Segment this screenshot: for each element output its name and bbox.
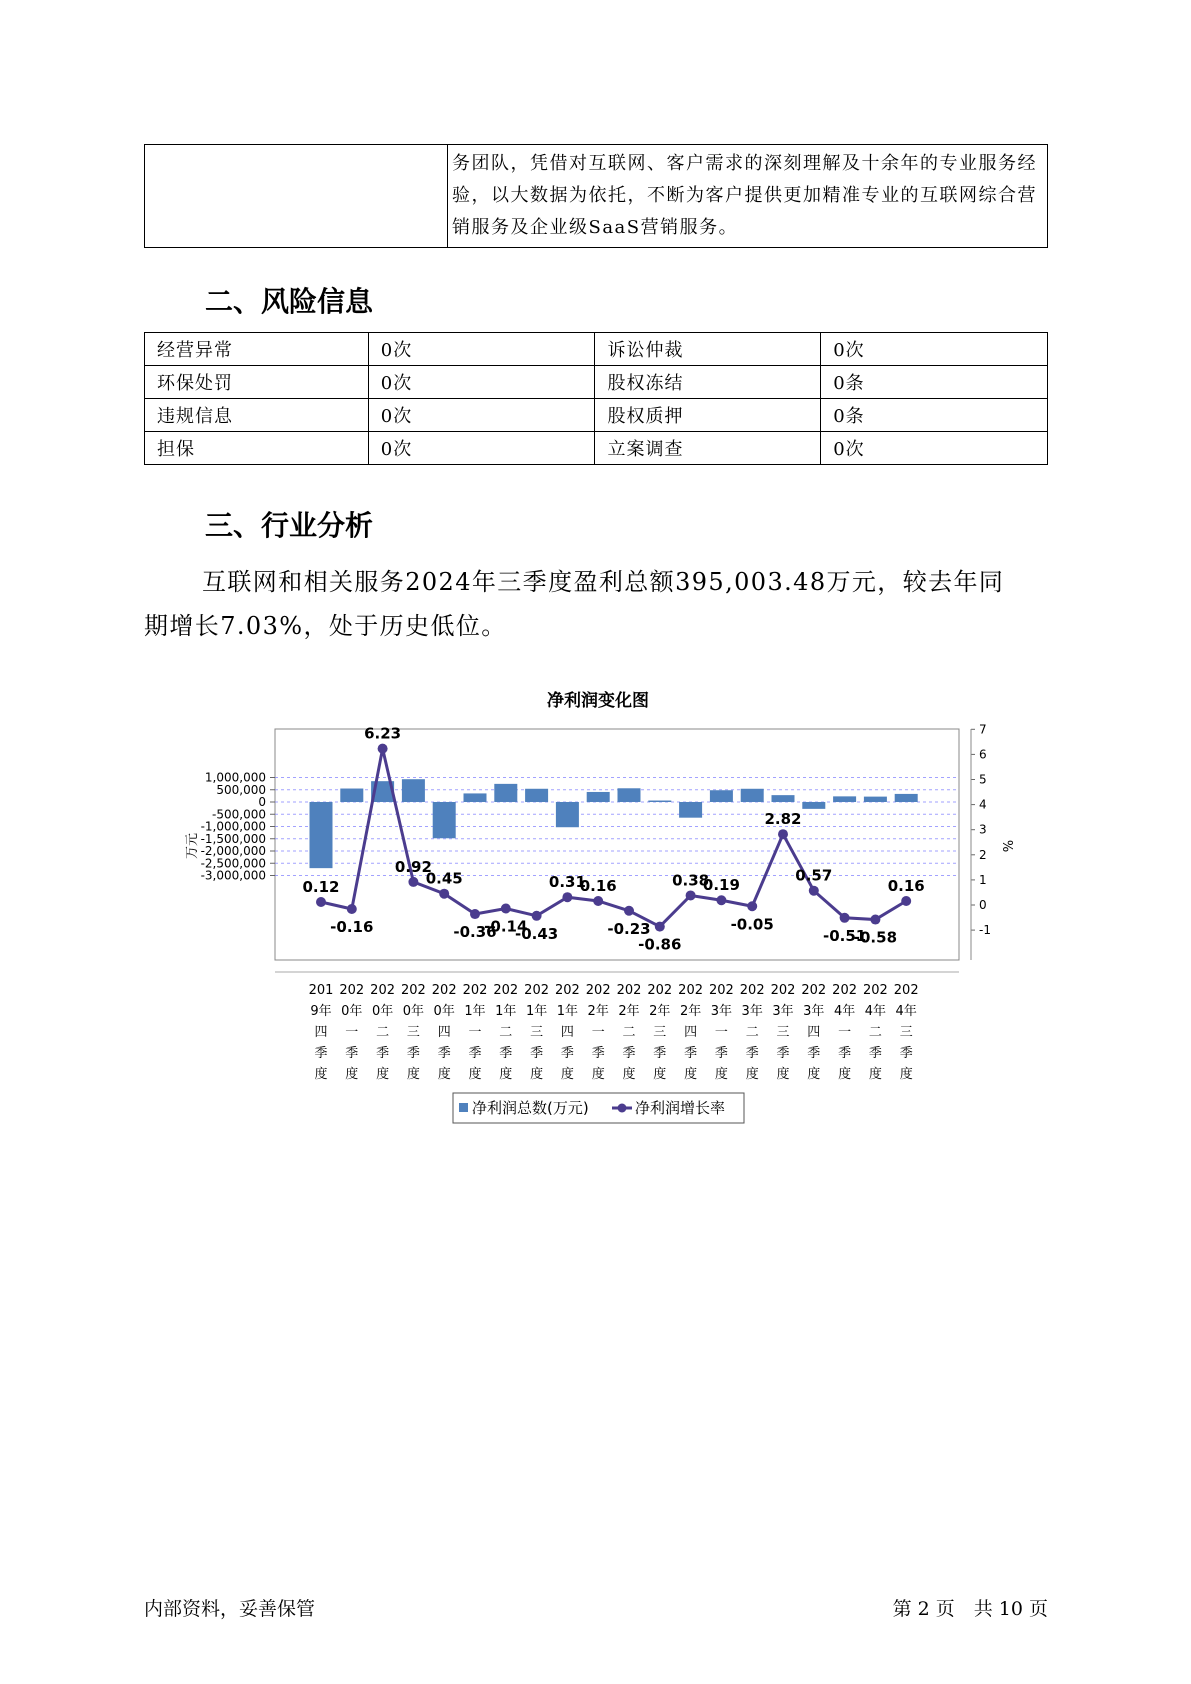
data-label: -0.36 (453, 923, 497, 942)
y-tick-label: -2,000,000 (200, 844, 266, 858)
x-tick-label: 202 (431, 983, 457, 998)
risk-label: 股权质押 (595, 399, 821, 432)
data-point (901, 896, 911, 906)
data-point (809, 886, 819, 896)
data-label: 0.12 (302, 877, 340, 896)
footer-left: 内部资料，妥善保管 (144, 1598, 316, 1620)
bar (710, 790, 733, 802)
y-axis-left (201, 771, 275, 883)
x-tick-label: 202 (770, 983, 796, 998)
data-point (316, 897, 326, 907)
x-tick-label: 季 (468, 1046, 482, 1061)
x-tick-label: 度 (530, 1067, 544, 1082)
x-tick-label: 度 (314, 1067, 328, 1082)
x-tick-label: 季 (838, 1046, 852, 1061)
x-tick-label: 1年 (464, 1004, 486, 1019)
x-tick-label: 季 (376, 1046, 390, 1061)
x-tick-label: 季 (899, 1046, 913, 1061)
data-point (593, 896, 603, 906)
x-tick-label: 四 (560, 1025, 574, 1040)
intro-line: 务团队，凭借对互联网、客户需求的深刻理解及十余年的专业服务经 (452, 153, 1037, 174)
data-point (716, 895, 726, 905)
y2-tick-label: 0 (979, 898, 987, 912)
bar (895, 794, 918, 802)
y-tick-label: -500,000 (212, 807, 266, 822)
x-tick-label: 四 (314, 1025, 328, 1040)
legend-line-label: 净利润增长率 (635, 1099, 726, 1117)
data-label: -0.14 (484, 917, 528, 936)
x-tick-label: 202 (678, 983, 704, 998)
x-tick-label: 0年 (433, 1004, 455, 1019)
y-axis-right-label: % (999, 839, 1014, 853)
x-tick-label: 4年 (833, 1004, 856, 1019)
x-tick-label: 2年 (587, 1004, 609, 1019)
x-axis-labels (309, 983, 919, 1082)
x-tick-label: 季 (499, 1046, 513, 1061)
x-tick-label: 季 (530, 1046, 544, 1061)
x-tick-label: 季 (776, 1046, 790, 1061)
bar (802, 802, 825, 809)
x-tick-label: 一 (714, 1025, 728, 1040)
y-tick-label: -1,500,000 (200, 831, 266, 846)
data-point (624, 906, 634, 916)
x-tick-label: 三 (406, 1025, 420, 1040)
x-tick-label: 202 (370, 983, 396, 998)
data-label: -0.16 (330, 918, 374, 937)
data-label: 6.23 (364, 724, 402, 743)
x-tick-label: 一 (468, 1025, 482, 1040)
x-tick-label: 202 (862, 983, 888, 998)
data-label: 0.92 (394, 857, 432, 876)
x-tick-label: 季 (314, 1046, 328, 1061)
x-tick-label: 度 (714, 1067, 728, 1082)
chart-title: 净利润变化图 (547, 691, 649, 711)
intro-line: 销服务及企业级SaaS营销服务。 (452, 217, 739, 238)
y2-tick-label: 3 (979, 822, 987, 837)
x-tick-label: 1年 (525, 1004, 548, 1019)
x-tick-label: 二 (745, 1025, 759, 1040)
data-point (562, 892, 572, 902)
industry-section-title: 三、行业分析 (205, 509, 374, 542)
x-tick-label: 202 (616, 983, 642, 998)
data-label: 0.38 (672, 871, 710, 890)
x-tick-label: 度 (406, 1067, 420, 1082)
data-point (378, 744, 388, 754)
x-tick-label: 度 (622, 1067, 636, 1082)
data-point (347, 904, 357, 914)
data-point (655, 922, 665, 932)
x-tick-label: 季 (406, 1046, 420, 1061)
x-tick-label: 季 (745, 1046, 759, 1061)
x-tick-label: 3年 (741, 1004, 763, 1019)
y-tick-label: -1,000,000 (200, 819, 266, 834)
paragraph-line: 期增长7.03%，处于历史低位。 (144, 612, 507, 640)
x-tick-label: 度 (838, 1067, 852, 1082)
bar (494, 784, 517, 802)
data-point (870, 915, 880, 925)
x-tick-label: 1年 (556, 1004, 579, 1019)
bar (402, 779, 425, 802)
x-tick-label: 四 (684, 1025, 698, 1040)
x-tick-label: 度 (345, 1067, 359, 1082)
bar (464, 793, 487, 802)
x-tick-label: 季 (622, 1046, 636, 1061)
x-tick-label: 季 (591, 1046, 605, 1061)
bar (833, 796, 856, 802)
bar (741, 789, 764, 802)
x-tick-label: 一 (345, 1025, 359, 1040)
data-label: -0.05 (730, 915, 774, 934)
bar (618, 788, 641, 802)
x-tick-label: 季 (560, 1046, 574, 1061)
bar (433, 802, 456, 838)
x-tick-label: 3年 (772, 1004, 794, 1019)
x-tick-label: 度 (684, 1067, 698, 1082)
x-tick-label: 度 (437, 1067, 451, 1082)
x-tick-label: 202 (585, 983, 611, 998)
x-tick-label: 0年 (341, 1004, 363, 1019)
x-tick-label: 202 (400, 983, 426, 998)
x-tick-label: 3年 (710, 1004, 733, 1019)
legend-line-marker (618, 1104, 627, 1113)
x-tick-label: 季 (807, 1046, 821, 1061)
bar (864, 797, 887, 802)
data-label: -0.58 (853, 928, 898, 947)
x-tick-label: 度 (745, 1067, 759, 1082)
x-tick-label: 季 (868, 1046, 882, 1061)
y-tick-label: 500,000 (216, 782, 266, 797)
data-label: -0.43 (514, 924, 559, 943)
x-tick-label: 202 (893, 983, 919, 998)
x-tick-label: 0年 (402, 1004, 425, 1019)
x-tick-label: 201 (308, 983, 334, 998)
x-tick-label: 202 (832, 983, 858, 998)
y2-tick-label: 2 (979, 847, 987, 862)
legend-bar-swatch (459, 1103, 468, 1112)
data-label: -0.23 (607, 919, 651, 938)
bar (679, 802, 702, 818)
x-tick-label: 一 (591, 1025, 605, 1040)
risk-label: 立案调查 (595, 432, 821, 465)
risk-label: 环保处罚 (145, 366, 369, 399)
x-tick-label: 三 (899, 1025, 913, 1040)
bar (648, 801, 671, 802)
x-tick-label: 4年 (895, 1004, 917, 1019)
risk-label: 诉讼仲裁 (595, 333, 821, 366)
data-point (439, 889, 449, 899)
bar (556, 802, 579, 827)
x-tick-label: 1年 (495, 1004, 517, 1019)
paragraph-line: 互联网和相关服务2024年三季度盈利总额395,003.48万元，较去年同 (202, 568, 1005, 596)
data-label: 0.16 (887, 876, 925, 895)
x-tick-label: 度 (868, 1067, 882, 1082)
x-tick-label: 度 (468, 1067, 482, 1082)
x-tick-label: 2年 (618, 1004, 640, 1019)
x-tick-label: 季 (345, 1046, 359, 1061)
data-point (686, 890, 696, 900)
x-tick-label: 202 (708, 983, 734, 998)
x-tick-label: 二 (376, 1025, 390, 1040)
x-tick-label: 四 (807, 1025, 821, 1040)
x-tick-label: 一 (838, 1025, 852, 1040)
x-tick-label: 度 (776, 1067, 790, 1082)
footer-page-number: 第 2 页 共 10 页 (892, 1598, 1048, 1620)
x-tick-label: 三 (653, 1025, 667, 1040)
data-point (408, 877, 418, 887)
data-label: 2.82 (764, 810, 802, 829)
x-tick-label: 三 (776, 1025, 790, 1040)
x-tick-label: 度 (807, 1067, 821, 1082)
risk-value: 0次 (821, 333, 1048, 366)
x-tick-label: 度 (499, 1067, 513, 1082)
bar (525, 789, 548, 802)
x-tick-label: 三 (530, 1025, 544, 1040)
x-tick-label: 二 (499, 1025, 513, 1040)
y-tick-label: 1,000,000 (204, 770, 266, 785)
x-tick-label: 202 (739, 983, 765, 998)
x-tick-label: 202 (554, 983, 580, 998)
risk-value: 0次 (368, 432, 595, 465)
data-point (501, 904, 511, 914)
x-tick-label: 4年 (864, 1004, 887, 1019)
x-tick-label: 度 (591, 1067, 605, 1082)
x-tick-label: 2年 (679, 1004, 702, 1019)
x-tick-label: 202 (801, 983, 827, 998)
risk-value: 0条 (821, 366, 1048, 399)
risk-section-title: 二、风险信息 (205, 285, 374, 318)
x-tick-label: 度 (653, 1067, 667, 1082)
data-point (470, 909, 480, 919)
risk-value: 0次 (368, 366, 595, 399)
y2-tick-label: 7 (979, 722, 987, 737)
data-label: 0.31 (548, 873, 586, 892)
bar (587, 792, 610, 802)
x-tick-label: 季 (714, 1046, 728, 1061)
x-tick-label: 202 (493, 983, 519, 998)
y2-tick-label: 5 (979, 772, 987, 787)
risk-value: 0次 (821, 432, 1048, 465)
x-tick-label: 季 (653, 1046, 667, 1061)
x-tick-label: 3年 (803, 1004, 825, 1019)
x-tick-label: 季 (437, 1046, 451, 1061)
intro-line: 验，以大数据为依托，不断为客户提供更加精准专业的互联网综合营 (452, 185, 1037, 206)
x-tick-label: 季 (684, 1046, 698, 1061)
risk-label: 股权冻结 (595, 366, 821, 399)
data-label: 0.45 (425, 869, 463, 888)
y2-tick-label: 1 (979, 872, 987, 887)
x-tick-label: 度 (376, 1067, 390, 1082)
x-tick-label: 度 (560, 1067, 574, 1082)
x-tick-label: 二 (622, 1025, 636, 1040)
bar (772, 795, 795, 802)
data-label: 0.57 (795, 866, 833, 885)
x-tick-label: 202 (462, 983, 488, 998)
y-tick-label: -3,000,000 (200, 868, 266, 883)
data-label: -0.86 (638, 935, 682, 954)
y2-tick-label: 6 (979, 747, 987, 762)
data-point (778, 829, 788, 839)
y2-tick-label: -1 (979, 923, 991, 938)
y2-tick-label: 4 (979, 797, 987, 812)
risk-value: 0条 (821, 399, 1048, 432)
x-tick-label: 度 (899, 1067, 913, 1082)
x-tick-label: 202 (647, 983, 673, 998)
data-label: 0.16 (579, 876, 617, 895)
data-point (840, 913, 850, 923)
risk-label: 经营异常 (145, 333, 369, 366)
x-tick-label: 四 (437, 1025, 451, 1040)
y-axis-right (971, 722, 991, 937)
data-point (532, 911, 542, 921)
x-tick-label: 2年 (649, 1004, 671, 1019)
x-tick-label: 202 (524, 983, 550, 998)
bar (310, 802, 333, 868)
x-tick-label: 9年 (310, 1004, 332, 1019)
risk-value: 0次 (368, 333, 595, 366)
data-label: 0.19 (702, 876, 740, 895)
risk-label: 违规信息 (145, 399, 369, 432)
data-label: -0.51 (822, 926, 867, 945)
x-tick-label: 0年 (371, 1004, 394, 1019)
risk-value: 0次 (368, 399, 595, 432)
y-axis-left-label: 万元 (185, 832, 200, 860)
x-tick-label: 二 (868, 1025, 882, 1040)
legend-bar-label: 净利润总数(万元) (472, 1099, 589, 1117)
y-tick-label: -2,500,000 (200, 856, 266, 871)
y-tick-label: 0 (258, 795, 266, 809)
data-point (747, 901, 757, 911)
risk-label: 担保 (145, 432, 369, 465)
x-tick-label: 202 (339, 983, 365, 998)
bar (340, 789, 363, 802)
